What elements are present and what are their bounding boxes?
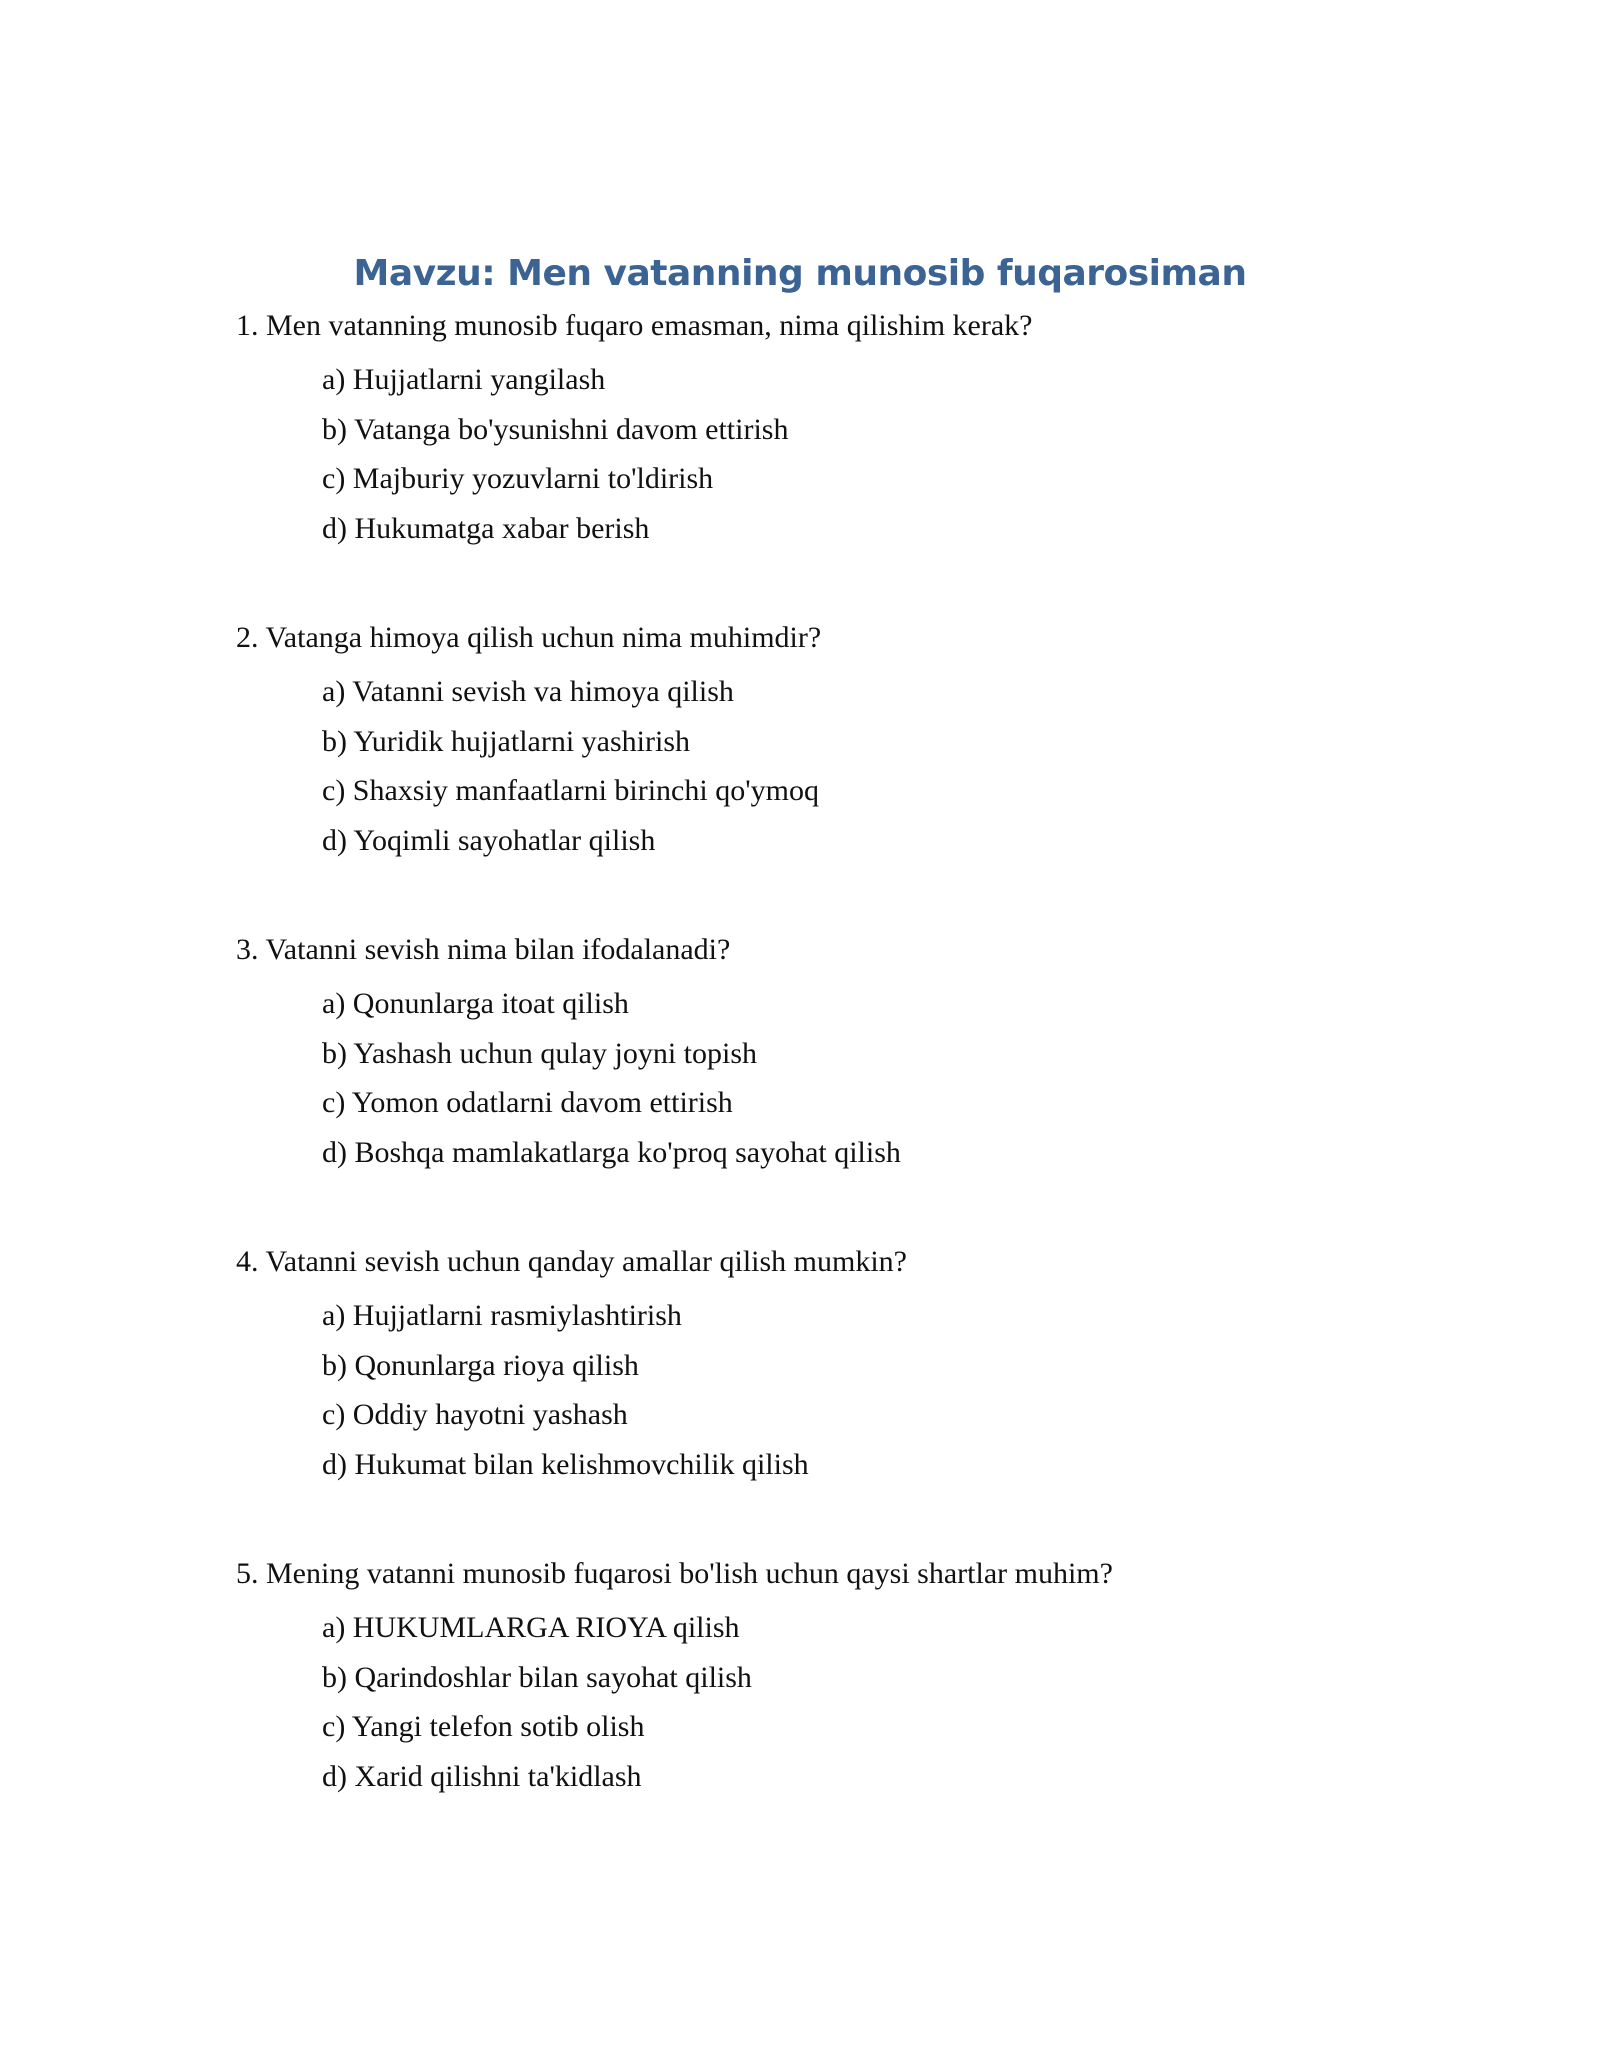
question-1 (236, 306, 1436, 558)
answer-option-d: d) Xarid qilishni ta'kidlash (322, 1759, 642, 1793)
answer-option-d: d) Hukumat bilan kelishmovchilik qilish (322, 1447, 809, 1481)
answer-option-a: a) Hujjatlarni yangilash (322, 363, 606, 396)
page-title: Mavzu: Men vatanning munosib fuqarosiman (353, 253, 1247, 294)
answer-option-b: b) Yuridik hujjatlarni yashirish (322, 724, 690, 758)
answer-option-d: d) Yoqimli sayohatlar qilish (322, 823, 656, 857)
question-text: 4. Vatanni sevish uchun qanday amallar qilish mumkin? (236, 1245, 907, 1278)
question-text: 5. Mening vatanni munosib fuqarosi bo'lish uchun qaysi shartlar muhim? (236, 1557, 1113, 1590)
answer-option-b: b) Vatanga bo'ysunishni davom ettirish (322, 412, 789, 446)
answer-option-a: a) Vatanni sevish va himoya qilish (322, 675, 734, 708)
answer-option-a: a) Qonunlarga itoat qilish (322, 987, 629, 1020)
answer-option-c: c) Shaxsiy manfaatlarni birinchi qo'ymoq (322, 774, 819, 807)
answer-option-b: b) Qarindoshlar bilan sayohat qilish (322, 1660, 752, 1694)
question-text: 3. Vatanni sevish nima bilan ifodalanadi? (236, 933, 731, 966)
question-5 (236, 1554, 1436, 1806)
answer-option-c: c) Majburiy yozuvlarni to'ldirish (322, 462, 714, 495)
answer-option-c: c) Yangi telefon sotib olish (322, 1710, 645, 1743)
answer-option-b: b) Qonunlarga rioya qilish (322, 1348, 639, 1382)
question-3 (236, 930, 1436, 1182)
answer-option-d: d) Hukumatga xabar berish (322, 511, 650, 545)
question-text: 1. Men vatanning munosib fuqaro emasman, nima qilishim kerak? (236, 309, 1033, 342)
answer-option-a: a) HUKUMLARGA RIOYA qilish (322, 1611, 740, 1644)
answer-option-d: d) Boshqa mamlakatlarga ko'proq sayohat qilish (322, 1135, 901, 1169)
answer-option-b: b) Yashash uchun qulay joyni topish (322, 1036, 757, 1070)
question-2 (236, 618, 1436, 870)
question-list (236, 306, 1436, 1866)
answer-option-a: a) Hujjatlarni rasmiylashtirish (322, 1299, 682, 1332)
question-text: 2. Vatanga himoya qilish uchun nima muhimdir? (236, 621, 822, 654)
answer-option-c: c) Yomon odatlarni davom ettirish (322, 1086, 733, 1119)
answer-option-c: c) Oddiy hayotni yashash (322, 1398, 628, 1431)
question-4 (236, 1242, 1436, 1494)
